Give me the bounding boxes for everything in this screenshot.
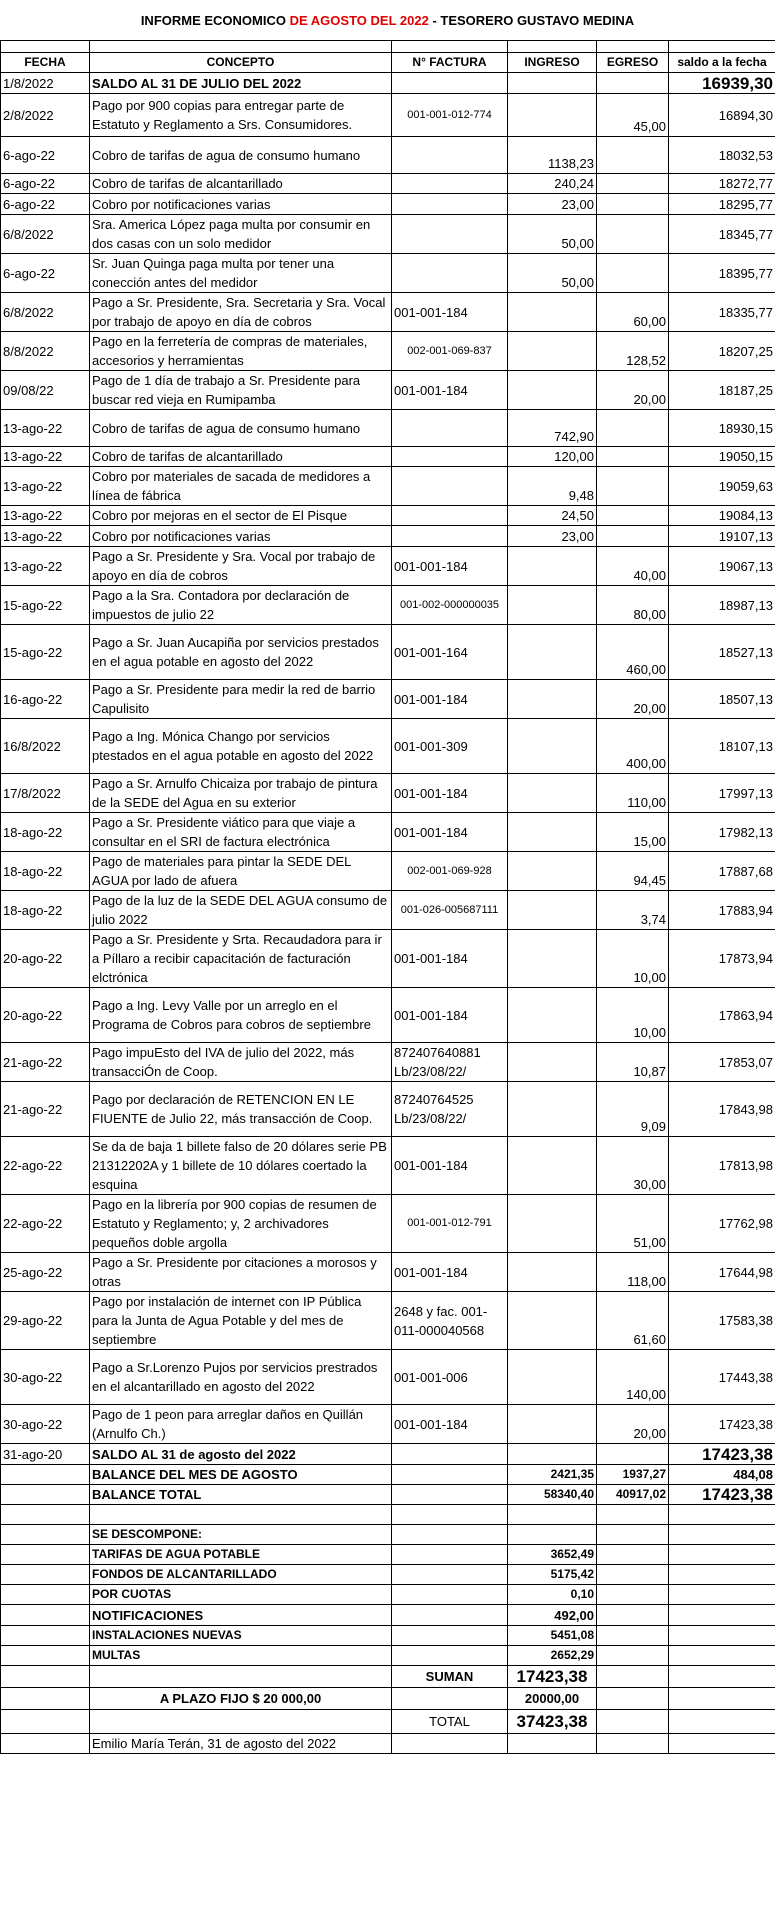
- transaction-fecha: 15-ago-22: [1, 625, 90, 680]
- transaction-factura: 2648 y fac. 001-011-000040568: [392, 1292, 508, 1350]
- breakdown-label: INSTALACIONES NUEVAS: [90, 1626, 392, 1646]
- transaction-row: [1, 371, 775, 410]
- transaction-factura: [392, 194, 508, 215]
- transaction-saldo: 18987,13: [669, 586, 775, 625]
- transaction-egreso: [597, 410, 669, 447]
- transaction-factura: 002-001-069-928: [392, 852, 508, 891]
- transaction-row: [1, 526, 775, 547]
- transaction-ingreso: 50,00: [508, 254, 597, 293]
- transaction-row: [1, 1043, 775, 1082]
- transaction-egreso: 128,52: [597, 332, 669, 371]
- transaction-saldo: 17887,68: [669, 852, 775, 891]
- transaction-row: [1, 625, 775, 680]
- transaction-ingreso: 23,00: [508, 526, 597, 547]
- transaction-ingreso: 120,00: [508, 447, 597, 467]
- transaction-row: [1, 1195, 775, 1253]
- transaction-concepto: Pago en la librería por 900 copias de resumen de Estatuto y Reglamento; y, 2 archivadores pequeños doble argolla: [90, 1195, 392, 1253]
- breakdown-row: [1, 1545, 775, 1565]
- transaction-egreso: 40,00: [597, 547, 669, 586]
- balance-month-egreso: 1937,27: [597, 1465, 669, 1485]
- transaction-concepto: Cobro por mejoras en el sector de El Pisque: [90, 506, 392, 526]
- transaction-egreso: 20,00: [597, 680, 669, 719]
- header-egreso: EGRESO: [597, 53, 669, 73]
- transaction-ingreso: [508, 547, 597, 586]
- transaction-concepto: Pago de materiales para pintar la SEDE DEL AGUA por lado de afuera: [90, 852, 392, 891]
- transaction-ingreso: [508, 680, 597, 719]
- breakdown-label: NOTIFICACIONES: [90, 1605, 392, 1626]
- transaction-saldo: 18930,15: [669, 410, 775, 447]
- transaction-fecha: 2/8/2022: [1, 94, 90, 137]
- transaction-concepto: Sra. America López paga multa por consumir en dos casas con un solo medidor: [90, 215, 392, 254]
- transaction-ingreso: 9,48: [508, 467, 597, 506]
- transaction-row: [1, 447, 775, 467]
- transaction-fecha: 18-ago-22: [1, 813, 90, 852]
- transaction-concepto: Se da de baja 1 billete falso de 20 dólares serie PB 21312202A y 1 billete de 10 dólares coertado la esquina: [90, 1137, 392, 1195]
- transaction-factura: 001-001-184: [392, 293, 508, 332]
- transaction-egreso: 20,00: [597, 371, 669, 410]
- transaction-egreso: [597, 506, 669, 526]
- transaction-ingreso: [508, 1082, 597, 1137]
- transaction-saldo: 18345,77: [669, 215, 775, 254]
- transaction-row: [1, 410, 775, 447]
- transaction-saldo: 17982,13: [669, 813, 775, 852]
- transactions-body: [1, 94, 775, 1444]
- transaction-ingreso: [508, 774, 597, 813]
- transaction-factura: 001-001-012-774: [392, 94, 508, 137]
- transaction-row: [1, 94, 775, 137]
- breakdown-value: 5451,08: [508, 1626, 597, 1646]
- transaction-factura: [392, 215, 508, 254]
- transaction-saldo: 18107,13: [669, 719, 775, 774]
- title-month: DE AGOSTO DEL 2022: [289, 13, 429, 28]
- transaction-row: [1, 774, 775, 813]
- transaction-factura: [392, 174, 508, 194]
- closing-balance-row: [1, 1444, 775, 1465]
- transaction-egreso: [597, 447, 669, 467]
- transaction-factura: 001-001-012-791: [392, 1195, 508, 1253]
- opening-saldo: 16939,30: [669, 73, 775, 94]
- transaction-ingreso: [508, 719, 597, 774]
- transaction-fecha: 16-ago-22: [1, 680, 90, 719]
- transaction-egreso: 400,00: [597, 719, 669, 774]
- transaction-ingreso: 24,50: [508, 506, 597, 526]
- transaction-concepto: Pago por instalación de internet con IP Pública para la Junta de Agua Potable y del mes de septiembre: [90, 1292, 392, 1350]
- breakdown-label: TARIFAS DE AGUA POTABLE: [90, 1545, 392, 1565]
- transaction-fecha: 13-ago-22: [1, 547, 90, 586]
- transaction-ingreso: [508, 1253, 597, 1292]
- transaction-concepto: Cobro de tarifas de alcantarillado: [90, 447, 392, 467]
- transaction-fecha: 6-ago-22: [1, 254, 90, 293]
- transaction-row: [1, 1137, 775, 1195]
- balance-total-row: [1, 1485, 775, 1505]
- transaction-fecha: 09/08/22: [1, 371, 90, 410]
- transaction-saldo: 17583,38: [669, 1292, 775, 1350]
- breakdown-label: FONDOS DE ALCANTARILLADO: [90, 1565, 392, 1585]
- transaction-saldo: 17443,38: [669, 1350, 775, 1405]
- transaction-factura: 001-001-006: [392, 1350, 508, 1405]
- transaction-saldo: 17853,07: [669, 1043, 775, 1082]
- transaction-concepto: Cobro por notificaciones varias: [90, 194, 392, 215]
- transaction-concepto: Pago a Sr.Lorenzo Pujos por servicios prestrados en el alcantarillado en agosto del 2022: [90, 1350, 392, 1405]
- transaction-egreso: 10,00: [597, 930, 669, 988]
- transaction-fecha: 15-ago-22: [1, 586, 90, 625]
- transaction-saldo: 18032,53: [669, 137, 775, 174]
- footer-row: [1, 1734, 775, 1754]
- transaction-saldo: 17883,94: [669, 891, 775, 930]
- transaction-concepto: Pago por declaración de RETENCION EN LE FIUENTE de Julio 22, más transacción de Coop.: [90, 1082, 392, 1137]
- transaction-saldo: 17997,13: [669, 774, 775, 813]
- breakdown-value: 5175,42: [508, 1565, 597, 1585]
- title-suffix: - TESORERO GUSTAVO MEDINA: [432, 13, 635, 28]
- transaction-factura: 001-001-184: [392, 680, 508, 719]
- transaction-concepto: Pago a Sr. Presidente, Sra. Secretaria y Sra. Vocal por trabajo de apoyo en día de cobros: [90, 293, 392, 332]
- transaction-factura: [392, 254, 508, 293]
- plazo-fijo-label: A PLAZO FIJO $ 20 000,00: [90, 1688, 392, 1710]
- transaction-row: [1, 332, 775, 371]
- transaction-ingreso: [508, 625, 597, 680]
- transaction-factura: 001-026-005687111: [392, 891, 508, 930]
- transaction-row: [1, 194, 775, 215]
- transaction-egreso: [597, 467, 669, 506]
- transaction-fecha: 6/8/2022: [1, 215, 90, 254]
- transaction-fecha: 13-ago-22: [1, 467, 90, 506]
- transaction-fecha: 29-ago-22: [1, 1292, 90, 1350]
- transaction-concepto: Pago a Sr. Presidente y Srta. Recaudadora para ir a Píllaro a recibir capacitación de facturación elctrónica: [90, 930, 392, 988]
- transaction-concepto: Pago a Sr. Presidente para medir la red de barrio Capulisito: [90, 680, 392, 719]
- transaction-fecha: 20-ago-22: [1, 930, 90, 988]
- closing-saldo: 17423,38: [669, 1444, 775, 1465]
- transaction-saldo: 17873,94: [669, 930, 775, 988]
- balance-month-label: BALANCE DEL MES DE AGOSTO: [90, 1465, 392, 1485]
- transaction-egreso: 20,00: [597, 1405, 669, 1444]
- transaction-ingreso: [508, 94, 597, 137]
- transaction-saldo: 18335,77: [669, 293, 775, 332]
- transaction-factura: 001-002-000000035: [392, 586, 508, 625]
- breakdown-value: 0,10: [508, 1585, 597, 1605]
- transaction-fecha: 18-ago-22: [1, 852, 90, 891]
- transaction-factura: [392, 526, 508, 547]
- transaction-row: [1, 586, 775, 625]
- transaction-fecha: 13-ago-22: [1, 526, 90, 547]
- transaction-fecha: 16/8/2022: [1, 719, 90, 774]
- transaction-egreso: 51,00: [597, 1195, 669, 1253]
- transaction-egreso: [597, 215, 669, 254]
- spacer-row: [1, 41, 775, 53]
- transaction-concepto: Pago a Ing. Levy Valle por un arreglo en el Programa de Cobros para cobros de septiembre: [90, 988, 392, 1043]
- transaction-egreso: 45,00: [597, 94, 669, 137]
- transaction-ingreso: [508, 813, 597, 852]
- transaction-ingreso: [508, 1350, 597, 1405]
- breakdown-row: [1, 1565, 775, 1585]
- report-title: [0, 0, 775, 40]
- opening-balance-row: [1, 73, 775, 94]
- transaction-ingreso: [508, 1043, 597, 1082]
- transaction-row: [1, 174, 775, 194]
- transaction-factura: 001-001-184: [392, 547, 508, 586]
- transaction-factura: 001-001-184: [392, 774, 508, 813]
- transaction-egreso: [597, 254, 669, 293]
- transaction-row: [1, 1253, 775, 1292]
- transaction-fecha: 21-ago-22: [1, 1082, 90, 1137]
- transaction-factura: 001-001-164: [392, 625, 508, 680]
- transaction-factura: 87240764525 Lb/23/08/22/: [392, 1082, 508, 1137]
- transaction-concepto: Cobro por materiales de sacada de medidores a línea de fábrica: [90, 467, 392, 506]
- transaction-factura: 001-001-184: [392, 930, 508, 988]
- transaction-factura: 001-001-309: [392, 719, 508, 774]
- transaction-row: [1, 467, 775, 506]
- transaction-egreso: 10,87: [597, 1043, 669, 1082]
- balance-total-label: BALANCE TOTAL: [90, 1485, 392, 1505]
- transaction-egreso: 118,00: [597, 1253, 669, 1292]
- transaction-concepto: Pago a la Sra. Contadora por declaración de impuestos de julio 22: [90, 586, 392, 625]
- transaction-egreso: 3,74: [597, 891, 669, 930]
- transaction-concepto: Pago por 900 copias para entregar parte de Estatuto y Reglamento a Srs. Consumidores.: [90, 94, 392, 137]
- opening-concepto: SALDO AL 31 DE JULIO DEL 2022: [90, 73, 392, 94]
- transaction-ingreso: [508, 1137, 597, 1195]
- transaction-row: [1, 891, 775, 930]
- transaction-egreso: 10,00: [597, 988, 669, 1043]
- breakdown-label: MULTAS: [90, 1646, 392, 1666]
- transaction-saldo: 17423,38: [669, 1405, 775, 1444]
- closing-fecha: 31-ago-20: [1, 1444, 90, 1465]
- transaction-ingreso: [508, 891, 597, 930]
- transaction-row: [1, 1350, 775, 1405]
- transaction-factura: [392, 137, 508, 174]
- transaction-egreso: 460,00: [597, 625, 669, 680]
- transaction-fecha: 6-ago-22: [1, 174, 90, 194]
- header-row: [1, 53, 775, 73]
- transaction-concepto: Cobro de tarifas de agua de consumo humano: [90, 137, 392, 174]
- transaction-factura: 001-001-184: [392, 813, 508, 852]
- transaction-egreso: 60,00: [597, 293, 669, 332]
- breakdown-label: POR CUOTAS: [90, 1585, 392, 1605]
- transaction-saldo: 18507,13: [669, 680, 775, 719]
- title-prefix: INFORME ECONOMICO: [140, 13, 286, 28]
- report-table: [0, 40, 775, 1754]
- breakdown-body: [1, 1545, 775, 1666]
- transaction-saldo: 19067,13: [669, 547, 775, 586]
- suman-value: 17423,38: [508, 1666, 597, 1688]
- balance-total-ingreso: 58340,40: [508, 1485, 597, 1505]
- transaction-factura: 002-001-069-837: [392, 332, 508, 371]
- transaction-saldo: 18527,13: [669, 625, 775, 680]
- transaction-row: [1, 1405, 775, 1444]
- breakdown-value: 3652,49: [508, 1545, 597, 1565]
- transaction-concepto: Cobro de tarifas de agua de consumo humano: [90, 410, 392, 447]
- transaction-egreso: 94,45: [597, 852, 669, 891]
- transaction-fecha: 13-ago-22: [1, 447, 90, 467]
- breakdown-heading-row: [1, 1525, 775, 1545]
- total-label: TOTAL: [392, 1710, 508, 1734]
- transaction-ingreso: [508, 852, 597, 891]
- transaction-ingreso: [508, 1195, 597, 1253]
- opening-fecha: 1/8/2022: [1, 73, 90, 94]
- transaction-concepto: Sr. Juan Quinga paga multa por tener una conección antes del medidor: [90, 254, 392, 293]
- transaction-factura: 001-001-184: [392, 371, 508, 410]
- transaction-ingreso: [508, 586, 597, 625]
- transaction-factura: 001-001-184: [392, 1253, 508, 1292]
- transaction-fecha: 13-ago-22: [1, 506, 90, 526]
- transaction-egreso: [597, 137, 669, 174]
- transaction-saldo: 18187,25: [669, 371, 775, 410]
- plazo-fijo-row: [1, 1688, 775, 1710]
- transaction-saldo: 17644,98: [669, 1253, 775, 1292]
- transaction-concepto: Pago a Sr. Presidente por citaciones a morosos y otras: [90, 1253, 392, 1292]
- header-saldo: saldo a la fecha: [669, 53, 775, 73]
- suman-label: SUMAN: [392, 1666, 508, 1688]
- transaction-concepto: Pago de 1 peon para arreglar daños en Quillán (Arnulfo Ch.): [90, 1405, 392, 1444]
- transaction-egreso: 9,09: [597, 1082, 669, 1137]
- breakdown-value: 2652,29: [508, 1646, 597, 1666]
- breakdown-row: [1, 1646, 775, 1666]
- breakdown-row: [1, 1626, 775, 1646]
- transaction-egreso: [597, 174, 669, 194]
- transaction-fecha: 17/8/2022: [1, 774, 90, 813]
- transaction-concepto: Pago a Sr. Presidente viático para que viaje a consultar en el SRI de factura electrónica: [90, 813, 392, 852]
- transaction-row: [1, 215, 775, 254]
- transaction-saldo: 17843,98: [669, 1082, 775, 1137]
- balance-month-saldo: 484,08: [669, 1465, 775, 1485]
- transaction-fecha: 8/8/2022: [1, 332, 90, 371]
- transaction-ingreso: 1138,23: [508, 137, 597, 174]
- transaction-row: [1, 137, 775, 174]
- transaction-row: [1, 852, 775, 891]
- transaction-factura: 872407640881 Lb/23/08/22/: [392, 1043, 508, 1082]
- transaction-fecha: 25-ago-22: [1, 1253, 90, 1292]
- transaction-saldo: 18207,25: [669, 332, 775, 371]
- transaction-concepto: Pago a Sr. Arnulfo Chicaiza por trabajo de pintura de la SEDE del Agua en su exterior: [90, 774, 392, 813]
- transaction-factura: [392, 447, 508, 467]
- transaction-row: [1, 506, 775, 526]
- transaction-concepto: Pago de la luz de la SEDE DEL AGUA consumo de julio 2022: [90, 891, 392, 930]
- suman-row: [1, 1666, 775, 1688]
- spacer-row: [1, 1505, 775, 1525]
- transaction-factura: [392, 506, 508, 526]
- transaction-ingreso: 240,24: [508, 174, 597, 194]
- transaction-saldo: 19050,15: [669, 447, 775, 467]
- transaction-concepto: Pago a Ing. Mónica Chango por servicios ptestados en el agua potable en agosto del 2022: [90, 719, 392, 774]
- transaction-saldo: 18395,77: [669, 254, 775, 293]
- header-concepto: CONCEPTO: [90, 53, 392, 73]
- transaction-ingreso: [508, 293, 597, 332]
- transaction-ingreso: [508, 332, 597, 371]
- transaction-row: [1, 988, 775, 1043]
- transaction-fecha: 18-ago-22: [1, 891, 90, 930]
- transaction-concepto: Pago impuEsto del IVA de julio del 2022, más transacciÓn de Coop.: [90, 1043, 392, 1082]
- transaction-fecha: 30-ago-22: [1, 1350, 90, 1405]
- transaction-fecha: 21-ago-22: [1, 1043, 90, 1082]
- transaction-concepto: Pago a Sr. Presidente y Sra. Vocal por trabajo de apoyo en día de cobros: [90, 547, 392, 586]
- transaction-egreso: 30,00: [597, 1137, 669, 1195]
- balance-month-row: [1, 1465, 775, 1485]
- transaction-row: [1, 1292, 775, 1350]
- transaction-fecha: 22-ago-22: [1, 1137, 90, 1195]
- transaction-row: [1, 680, 775, 719]
- transaction-saldo: 18295,77: [669, 194, 775, 215]
- breakdown-value: 492,00: [508, 1605, 597, 1626]
- transaction-row: [1, 719, 775, 774]
- transaction-row: [1, 293, 775, 332]
- transaction-concepto: Pago en la ferretería de compras de materiales, accesorios y herramientas: [90, 332, 392, 371]
- transaction-saldo: 17863,94: [669, 988, 775, 1043]
- transaction-egreso: 15,00: [597, 813, 669, 852]
- footer-text: Emilio María Terán, 31 de agosto del 2022: [90, 1734, 392, 1754]
- header-factura: N° FACTURA: [392, 53, 508, 73]
- transaction-row: [1, 930, 775, 988]
- total-row: [1, 1710, 775, 1734]
- plazo-fijo-value: 20000,00: [508, 1688, 597, 1710]
- transaction-ingreso: [508, 988, 597, 1043]
- breakdown-row: [1, 1605, 775, 1626]
- header-ingreso: INGRESO: [508, 53, 597, 73]
- transaction-saldo: 19107,13: [669, 526, 775, 547]
- transaction-saldo: 18272,77: [669, 174, 775, 194]
- header-fecha: FECHA: [1, 53, 90, 73]
- transaction-ingreso: [508, 371, 597, 410]
- transaction-ingreso: [508, 1405, 597, 1444]
- transaction-row: [1, 1082, 775, 1137]
- transaction-saldo: 19059,63: [669, 467, 775, 506]
- transaction-fecha: 30-ago-22: [1, 1405, 90, 1444]
- transaction-fecha: 13-ago-22: [1, 410, 90, 447]
- breakdown-heading: SE DESCOMPONE:: [90, 1525, 392, 1545]
- transaction-egreso: 80,00: [597, 586, 669, 625]
- transaction-ingreso: [508, 1292, 597, 1350]
- balance-month-ingreso: 2421,35: [508, 1465, 597, 1485]
- transaction-saldo: 16894,30: [669, 94, 775, 137]
- transaction-fecha: 20-ago-22: [1, 988, 90, 1043]
- balance-total-saldo: 17423,38: [669, 1485, 775, 1505]
- transaction-concepto: Pago a Sr. Juan Aucapiña por servicios prestados en el agua potable en agosto del 2022: [90, 625, 392, 680]
- transaction-fecha: 6-ago-22: [1, 137, 90, 174]
- transaction-saldo: 17813,98: [669, 1137, 775, 1195]
- closing-concepto: SALDO AL 31 de agosto del 2022: [90, 1444, 392, 1465]
- total-value: 37423,38: [508, 1710, 597, 1734]
- transaction-ingreso: 742,90: [508, 410, 597, 447]
- transaction-row: [1, 254, 775, 293]
- transaction-egreso: [597, 526, 669, 547]
- transaction-factura: 001-001-184: [392, 1405, 508, 1444]
- transaction-saldo: 17762,98: [669, 1195, 775, 1253]
- transaction-row: [1, 547, 775, 586]
- transaction-row: [1, 813, 775, 852]
- transaction-concepto: Cobro por notificaciones varias: [90, 526, 392, 547]
- transaction-factura: [392, 410, 508, 447]
- transaction-fecha: 6-ago-22: [1, 194, 90, 215]
- transaction-fecha: 6/8/2022: [1, 293, 90, 332]
- balance-total-egreso: 40917,02: [597, 1485, 669, 1505]
- transaction-egreso: [597, 194, 669, 215]
- transaction-ingreso: 50,00: [508, 215, 597, 254]
- breakdown-row: [1, 1585, 775, 1605]
- transaction-factura: 001-001-184: [392, 1137, 508, 1195]
- transaction-egreso: 140,00: [597, 1350, 669, 1405]
- transaction-factura: 001-001-184: [392, 988, 508, 1043]
- transaction-concepto: Cobro de tarifas de alcantarillado: [90, 174, 392, 194]
- transaction-factura: [392, 467, 508, 506]
- transaction-ingreso: 23,00: [508, 194, 597, 215]
- transaction-egreso: 61,60: [597, 1292, 669, 1350]
- transaction-egreso: 110,00: [597, 774, 669, 813]
- transaction-saldo: 19084,13: [669, 506, 775, 526]
- transaction-ingreso: [508, 930, 597, 988]
- transaction-concepto: Pago de 1 día de trabajo a Sr. Presidente para buscar red vieja en Rumipamba: [90, 371, 392, 410]
- transaction-fecha: 22-ago-22: [1, 1195, 90, 1253]
